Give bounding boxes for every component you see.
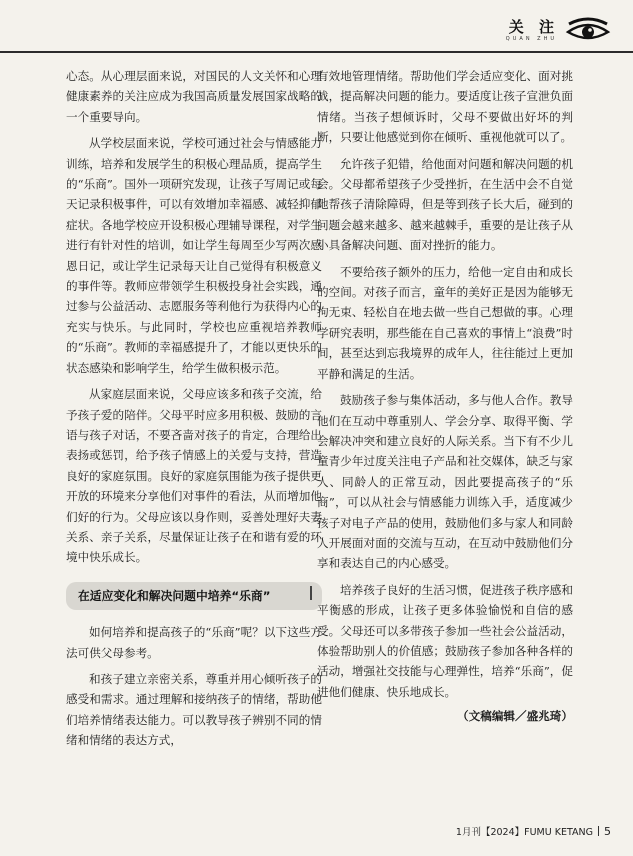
eye-icon [565, 16, 611, 44]
section-title: 关 注 [508, 18, 559, 36]
section-heading-text: 在适应变化和解决问题中培养“乐商” [78, 588, 271, 603]
section-header [461, 14, 611, 50]
paragraph: 鼓励孩子参与集体活动，多与他人合作。教导他们在互动中尊重别人、学会分享、取得平衡、学会解决冲突和建立良好的人际关系。当下有不少儿童青少年过度关注电子产品和社交媒体，缺乏与家人、同龄人的正常互动，因此要提高孩子的“乐商”，可以从社会与情感能力训练入手，适度减少孩子对电子产品的使用，鼓励他们多与家人和同龄人开展面对面的交流与互动，在互动中鼓励他们分享和表达自己的内心感受。 [317, 393, 573, 571]
paragraph: 如何培养和提高孩子的“乐商”呢？以下这些方法可供父母参考。 [66, 625, 322, 660]
left-column [66, 66, 322, 751]
header-rule [0, 51, 633, 53]
paragraph: 不要给孩子额外的压力，给他一定自由和成长的空间。对孩子而言，童年的美好正是因为能够无拘无束、轻松自在地去做一些自己想做的事。心理学研究表明，那些能在自己喜欢的事情上“浪费”时间，甚至达到忘我境界的成年人，往往能过上更加平静和满足的生活。 [317, 264, 573, 381]
issue-label: 1月刊【2024】FUMU KETANG [455, 827, 593, 838]
paragraph: 有效地管理情绪。帮助他们学会适应变化、面对挑战，提高解决问题的能力。要适度让孩子宣泄负面情绪。当孩子想倾诉时，父母不要做出好坏的判断，只要让他感觉到你在倾听、重视他就可以了。 [317, 69, 573, 145]
paragraph: 和孩子建立亲密关系，尊重并用心倾听孩子的感受和需求。通过理解和接纳孩子的情绪，帮助他们培养情绪表达能力。可以教导孩子辨别不同的情绪和情绪的表达方式， [66, 671, 322, 748]
paragraph: 培养孩子良好的生活习惯，促进孩子秩序感和平衡感的形成，让孩子更多体验愉悦和自信的感受。父母还可以多带孩子参加一些社会公益活动，体验帮助别人的价值感；鼓励孩子参加各种各样的活动，增强社交技能与心理弹性，培养“乐商”，促进他们健康、快乐地成长。 [317, 582, 573, 699]
page-footer [456, 824, 611, 838]
footer-divider [598, 826, 599, 836]
section-heading [66, 582, 322, 610]
right-column [317, 66, 573, 727]
page-number: 5 [604, 825, 611, 838]
paragraph: 从学校层面来说，学校可通过社会与情感能力训练，培养和发展学生的积极心理品质，提高学生的“乐商”。国外一项研究发现，让孩子写周记或每天记录积极事件，可以有效增加幸福感、减轻抑郁症状。各地学校应开设积极心理辅导课程，对学生进行有针对性的培训，如让学生每周至少写两次感恩日记，或让学生记录每天让自己觉得有积极意义的事件等。教师应带领学生积极投身社会实践，通过参与公益活动、志愿服务等利他行为获得内心的充实与快乐。与此同时，学校也应重视培养教师的“乐商”。教师的幸福感提升了，才能以更快乐的状态感染和影响学生，给学生做积极示范。 [66, 136, 322, 375]
paragraph: 允许孩子犯错，给他面对问题和解决问题的机会。父母都希望孩子少受挫折，在生活中会不自觉地帮孩子清除障碍，但是等到孩子长大后，碰到的问题会越来越多、越来越棘手，重要的是让孩子从小具备解决问题、面对挫折的能力。 [317, 156, 573, 253]
paragraph: 从家庭层面来说，父母应该多和孩子交流，给予孩子爱的陪伴。父母平时应多用积极、鼓励的言语与孩子对话，不要吝啬对孩子的肯定，合理给出表扬或惩罚，给予孩子情感上的关爱与支持，营造良好的家庭氛围。良好的家庭氛围能为孩子提供更开放的环境来分享他们对事件的看法，从而增加他们好的行为。父母应该以身作则，妥善处理好夫妻关系、亲子关系，尽量保证让孩子在和谐有爱的环境中快乐成长。 [66, 387, 322, 565]
section-subtitle: QUAN ZHU [505, 36, 557, 42]
editor-credit: （文稿编辑／盛兆琦） [457, 709, 573, 724]
heading-divider [310, 586, 312, 600]
paragraph: 心态。从心理层面来说，对国民的人文关怀和心理健康素养的关注应成为我国高质量发展国家战略的一个重要导向。 [66, 69, 322, 124]
